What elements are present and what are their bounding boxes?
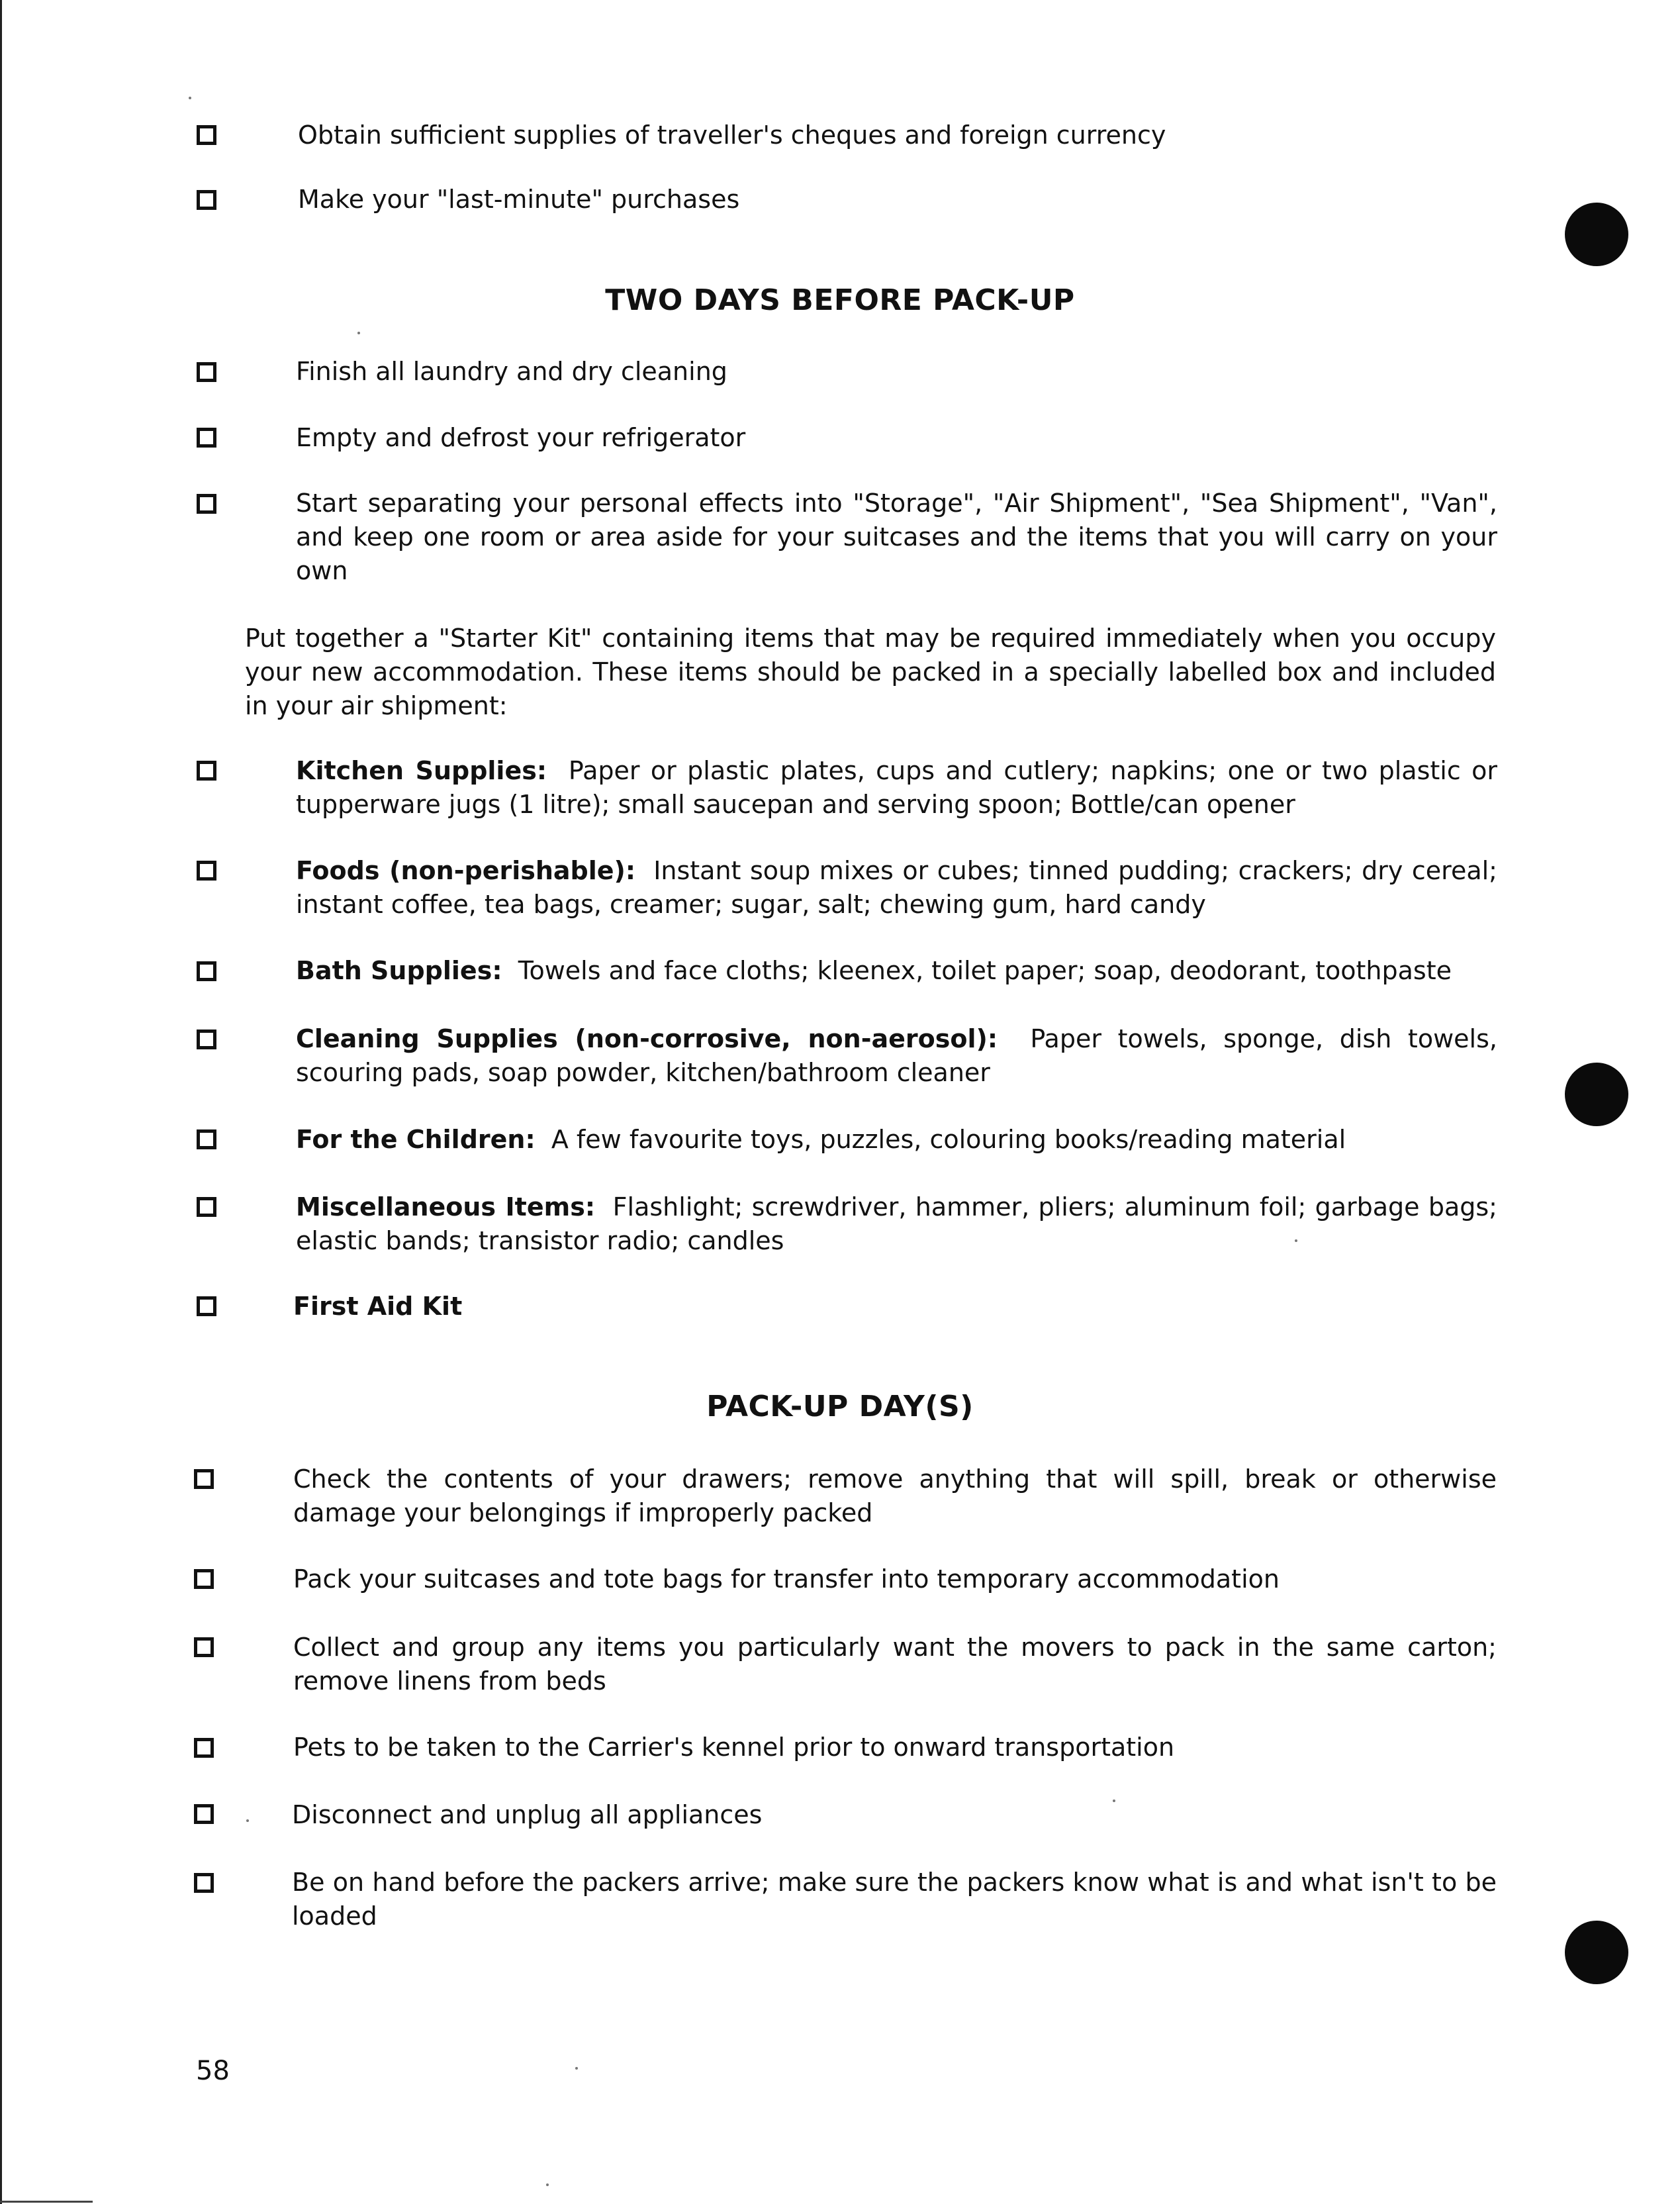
checklist-item (293, 1290, 1495, 1323)
checkbox-cleaning-supplies[interactable] (197, 1030, 216, 1049)
item-lead: Foods (non-perishable): (296, 856, 636, 885)
item-text: A few favourite toys, puzzles, colouring books/reading material (551, 1125, 1346, 1154)
punch-hole-bottom (1565, 1921, 1628, 1984)
checkbox-laundry[interactable] (197, 362, 216, 382)
checkbox-pets[interactable] (194, 1738, 214, 1758)
item-text: Paper towels, sponge, dish towels, scouring pads, soap powder, kitchen/bathroom cleaner (296, 1024, 1497, 1087)
scan-speck (575, 2067, 578, 2070)
section-heading-two-days: TWO DAYS BEFORE PACK-UP (605, 283, 1075, 317)
item-text: Finish all laundry and dry cleaning (296, 357, 727, 386)
checkbox-last-minute-purchases[interactable] (197, 190, 216, 210)
checkbox-travellers-cheques[interactable] (197, 125, 216, 145)
item-text: First Aid Kit (293, 1292, 463, 1321)
item-text: Instant soup mixes or cubes; tinned pudding; crackers; dry cereal; instant coffee, tea bags, creamer; sugar, salt; chewing gum, hard candy (296, 856, 1497, 919)
item-text: Paper or plastic plates, cups and cutlery; napkins; one or two plastic or tupperware jugs (1 litre); small saucepan and serving spoon; Bottle/can opener (296, 756, 1497, 819)
checklist-item (296, 1123, 1497, 1157)
item-text: Check the contents of your drawers; remove anything that will spill, break or otherwise damage your belongings if improperly packed (293, 1464, 1497, 1527)
punch-hole-middle (1565, 1063, 1628, 1126)
item-text: Make your "last-minute" purchases (298, 185, 740, 214)
checklist-item (296, 487, 1497, 588)
checkbox-check-drawers[interactable] (194, 1469, 214, 1489)
item-text: Towels and face cloths; kleenex, toilet paper; soap, deodorant, toothpaste (518, 956, 1452, 985)
checklist-item (296, 1022, 1497, 1090)
checklist-item (298, 119, 1489, 152)
page-number: 58 (196, 2056, 230, 2086)
checklist-item (293, 1562, 1497, 1596)
checkbox-be-on-hand[interactable] (194, 1873, 214, 1893)
item-text: Flashlight; screwdriver, hammer, pliers; aluminum foil; garbage bags; elastic bands; transistor radio; candles (296, 1192, 1497, 1255)
item-text: Collect and group any items you particularly want the movers to pack in the same carton; remove linens from beds (293, 1633, 1497, 1696)
item-text: Pets to be taken to the Carrier's kennel prior to onward transportation (293, 1733, 1175, 1762)
section-heading-pack-up: PACK-UP DAY(S) (706, 1390, 974, 1423)
page-left-edge (0, 0, 2, 2204)
checklist-item (296, 754, 1497, 822)
item-lead: Miscellaneous Items: (296, 1192, 596, 1222)
checklist-item (296, 854, 1497, 922)
punch-hole-top (1565, 203, 1628, 266)
checkbox-pack-suitcases[interactable] (194, 1569, 214, 1589)
item-lead: Kitchen Supplies: (296, 756, 547, 785)
checkbox-foods[interactable] (197, 861, 216, 881)
item-text: Empty and defrost your refrigerator (296, 423, 746, 452)
checkbox-miscellaneous[interactable] (197, 1197, 216, 1217)
checklist-item (293, 1631, 1497, 1698)
checklist-item (292, 1866, 1497, 1933)
checkbox-disconnect-appliances[interactable] (194, 1804, 214, 1824)
checklist-item (296, 1190, 1497, 1258)
checklist-item (292, 1798, 1495, 1832)
item-lead: Bath Supplies: (296, 956, 502, 985)
page-bottom-edge (0, 2201, 93, 2203)
scan-speck (189, 97, 191, 99)
item-text: Pack your suitcases and tote bags for transfer into temporary accommodation (293, 1564, 1280, 1594)
scan-speck (246, 1819, 249, 1822)
item-text: Obtain sufficient supplies of traveller's cheques and foreign currency (298, 120, 1166, 150)
checklist-item (298, 183, 1489, 216)
checklist-item (296, 954, 1497, 988)
checklist-item (296, 355, 1494, 389)
checklist-item (293, 1462, 1497, 1530)
checkbox-first-aid-kit[interactable] (197, 1296, 216, 1316)
scan-speck (357, 332, 360, 334)
scan-speck (546, 2183, 549, 2186)
checklist-item (293, 1731, 1497, 1764)
starter-kit-intro: Put together a "Starter Kit" containing items that may be required immediately when you occupy your new accommodation. These items should be packed in a specially labelled box and included in your air shipment: (245, 624, 1496, 720)
checkbox-collect-items[interactable] (194, 1637, 214, 1657)
item-lead: For the Children: (296, 1125, 536, 1154)
item-text: Disconnect and unplug all appliances (292, 1800, 763, 1829)
checkbox-bath-supplies[interactable] (197, 961, 216, 981)
checkbox-for-the-children[interactable] (197, 1129, 216, 1149)
checklist-item (296, 421, 1494, 455)
item-lead: Cleaning Supplies (non-corrosive, non-aerosol): (296, 1024, 998, 1053)
checkbox-kitchen-supplies[interactable] (197, 761, 216, 781)
item-text: Be on hand before the packers arrive; make sure the packers know what is and what isn't to be loaded (292, 1868, 1497, 1931)
item-text: Start separating your personal effects into "Storage", "Air Shipment", "Sea Shipment", "Van", and keep one room or area aside for your suitcases and the items that you will carry on your own (296, 489, 1497, 585)
checkbox-separating-effects[interactable] (197, 494, 216, 514)
checkbox-refrigerator[interactable] (197, 428, 216, 448)
